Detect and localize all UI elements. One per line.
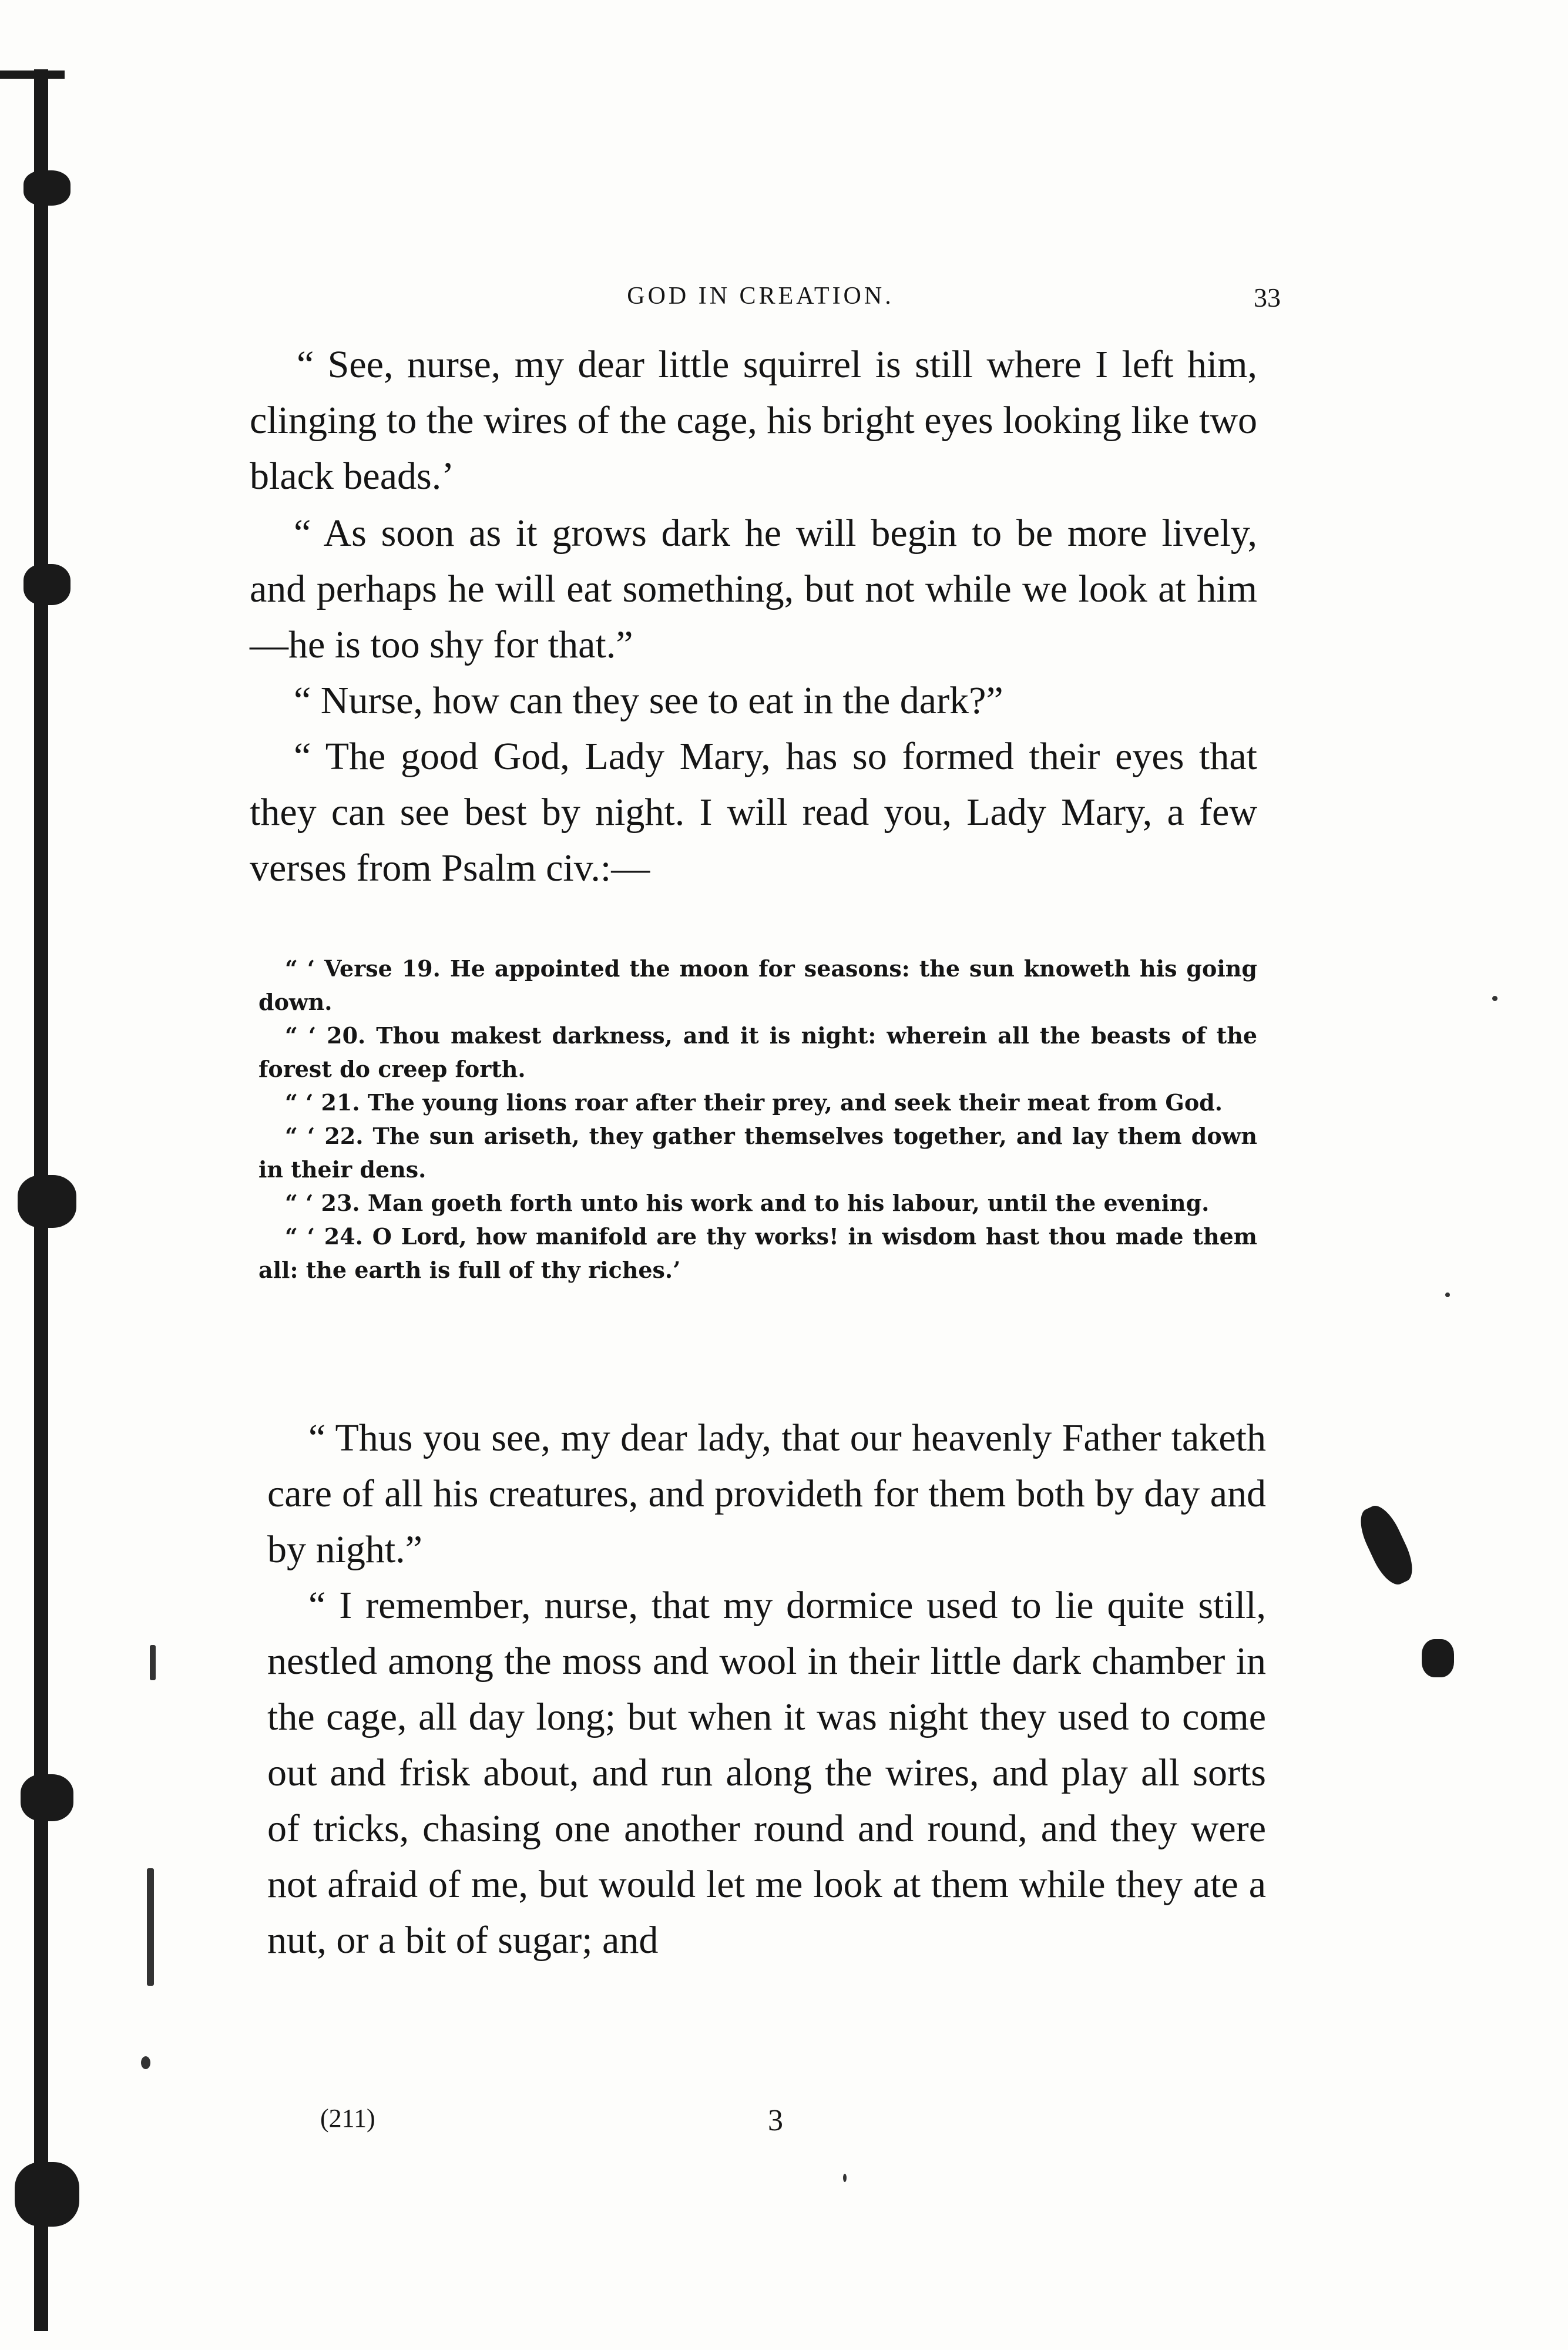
psalm-verse: “ ‘ 23. Man goeth forth unto his work and to his labour, until the evening. [285, 1190, 1210, 1216]
psalm-verse: “ ‘ 21. The young lions roar after their prey, and seek their meat from God. [285, 1089, 1223, 1116]
paragraph: “ The good God, Lady Mary, has so formed their eyes that they can see best by night. I will read you, Lady Mary, a few verses from Psalm civ.:— [250, 735, 1257, 889]
paragraph: “ I remember, nurse, that my dormice used to lie quite still, nestled among the moss and wool in their little dark chamber in the cage, all day long; but when it was night they used to come out and frisk about, and run along the wires, and play all sorts of tricks, chasing one another round and round, and they were not afraid of me, but would let me look at them while they ate a nut, or a bit of sugar; and [267, 1584, 1266, 1962]
paragraph: “ See, nurse, my dear little squirrel is still where I left him, clinging to the wires of the cage, his bright eyes looking like two black beads.’ [250, 343, 1257, 498]
signature-number: 3 [768, 2104, 783, 2137]
ink-blot [23, 170, 70, 206]
speck [141, 2056, 150, 2069]
psalm-quotation [258, 952, 1257, 1287]
binding-edge-top [0, 70, 65, 79]
psalm-verse: “ ‘ Verse 19. He appointed the moon for seasons: the sun knoweth his going down. [258, 955, 1257, 1015]
ink-blot [18, 1175, 76, 1228]
psalm-verse: “ ‘ 22. The sun ariseth, they gather themselves together, and lay them down in their dens. [258, 1123, 1257, 1183]
ink-blot [23, 564, 70, 605]
page-number: 33 [1254, 283, 1281, 313]
ink-blot [15, 2162, 79, 2227]
speck [1445, 1292, 1450, 1297]
speck [147, 1868, 154, 1986]
ink-blot [21, 1774, 73, 1821]
paragraph: “ Thus you see, my dear lady, that our heavenly Father taketh care of all his creatures, and provideth for them both by day and by night.” [267, 1416, 1266, 1571]
paragraph: “ As soon as it grows dark he will begin to be more lively, and perhaps he will eat something, but not while we look at him—he is too shy for that.” [250, 512, 1257, 666]
running-head: GOD IN CREATION. [627, 283, 894, 310]
speck [843, 2174, 847, 2182]
speck [1492, 996, 1498, 1001]
signature-mark: (211) [320, 2104, 375, 2133]
psalm-verse: “ ‘ 20. Thou makest darkness, and it is night: wherein all the beasts of the forest do creep forth. [258, 1022, 1257, 1082]
speck [150, 1645, 156, 1680]
paragraph: “ Nurse, how can they see to eat in the dark?” [294, 679, 1003, 722]
ink-blot [1353, 1500, 1420, 1590]
ink-blot [1422, 1639, 1454, 1677]
psalm-verse: “ ‘ 24. O Lord, how manifold are thy works! in wisdom hast thou made them all: the earth is full of thy riches.’ [258, 1223, 1257, 1283]
